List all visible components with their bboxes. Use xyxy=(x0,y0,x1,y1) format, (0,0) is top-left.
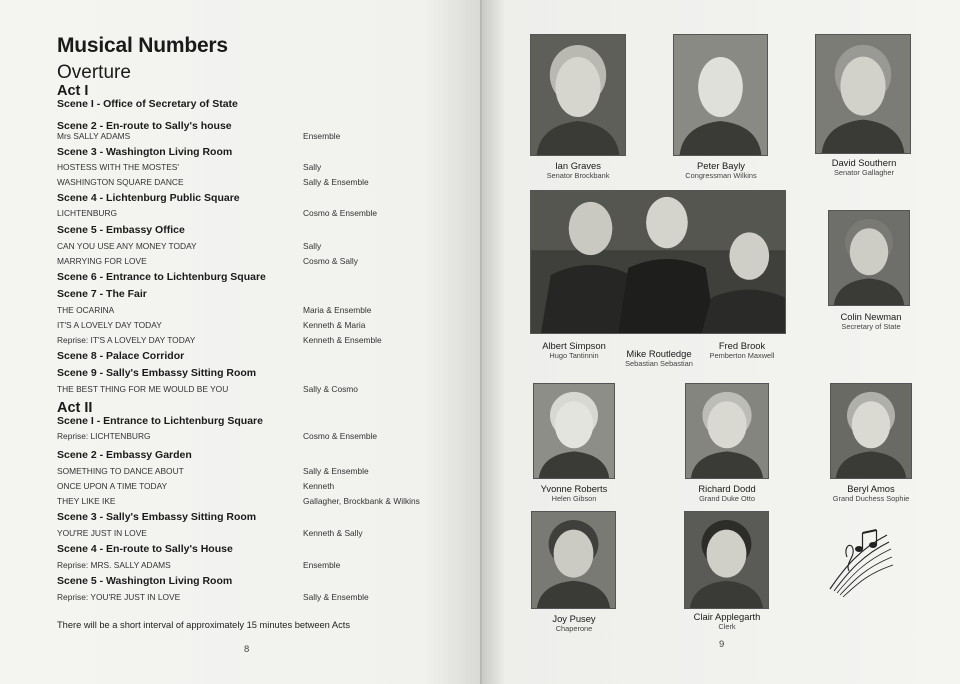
song-performers: Sally & Cosmo xyxy=(303,384,358,394)
scene-heading: Scene 2 - Embassy Garden xyxy=(57,449,192,461)
scene-heading: Scene 3 - Sally's Embassy Sitting Room xyxy=(57,511,257,523)
song-performers: Sally xyxy=(303,162,322,172)
song-title: THEY LIKE IKE xyxy=(57,496,116,506)
act1-title: Act I xyxy=(57,83,89,99)
song-title: SOMETHING TO DANCE ABOUT xyxy=(57,466,184,476)
song-title: MARRYING FOR LOVE xyxy=(57,256,147,266)
song-performers: Kenneth & Ensemble xyxy=(303,335,382,345)
cast-role: Grand Duchess Sophie xyxy=(832,494,910,503)
cast-role: Congressman Wilkins xyxy=(685,171,757,180)
scene-heading: Scene 9 - Sally's Embassy Sitting Room xyxy=(57,367,257,379)
cast-name: Mike Routledge xyxy=(626,348,692,359)
scene-heading: Scene 5 - Embassy Office xyxy=(57,224,185,236)
page-heading: Musical Numbers xyxy=(57,34,228,57)
scene-heading: Scene 3 - Washington Living Room xyxy=(57,146,233,158)
peter-bayly-photo xyxy=(673,34,768,156)
song-performers: Kenneth & Sally xyxy=(303,528,363,538)
song-performers: Cosmo & Sally xyxy=(303,256,358,266)
cast-role: Senator Brockbank xyxy=(546,171,610,180)
overture-label: Overture xyxy=(57,62,131,83)
song-performers: Maria & Ensemble xyxy=(303,305,372,315)
cast-role: Senator Gallagher xyxy=(834,168,894,177)
scene-heading: Scene 2 - En-route to Sally's house xyxy=(57,120,232,132)
cast-name: Clair Applegarth xyxy=(693,611,761,622)
cast-name: Joy Pusey xyxy=(552,613,596,624)
song-title: THE OCARINA xyxy=(57,305,115,315)
song-title: ONCE UPON A TIME TODAY xyxy=(57,481,168,491)
richard-dodd-photo xyxy=(685,383,769,479)
colin-newman-photo xyxy=(828,210,910,306)
scene-heading: Scene 7 - The Fair xyxy=(57,288,147,300)
cast-name: Albert Simpson xyxy=(542,340,606,351)
cast-role: Secretary of State xyxy=(841,322,901,331)
cast-role: Pemberton Maxwell xyxy=(709,351,775,360)
beryl-amos-photo xyxy=(830,383,912,479)
song-performers: Sally & Ensemble xyxy=(303,466,369,476)
song-title: WASHINGTON SQUARE DANCE xyxy=(57,177,184,187)
song-title: HOSTESS WITH THE MOSTES' xyxy=(57,162,179,172)
ian-graves-photo xyxy=(530,34,626,156)
music-notes-logo xyxy=(825,527,895,597)
scene-heading: Scene I - Office of Secretary of State xyxy=(57,98,238,110)
song-performers: Sally xyxy=(303,241,322,251)
scene-heading: Scene I - Entrance to Lichtenburg Square xyxy=(57,415,263,427)
song-performers: Sally & Ensemble xyxy=(303,592,369,602)
song-performers: Cosmo & Ensemble xyxy=(303,208,378,218)
interval-note: There will be a short interval of approximately 15 minutes between Acts xyxy=(57,620,350,630)
cast-name: Ian Graves xyxy=(555,160,601,171)
cast-name: David Southern xyxy=(831,157,897,168)
scene-heading: Scene 4 - En-route to Sally's House xyxy=(57,543,233,555)
song-performers: Cosmo & Ensemble xyxy=(303,431,378,441)
cast-role: Helen Gibson xyxy=(551,494,597,503)
cast-role: Chaperone xyxy=(555,624,593,633)
david-southern-photo xyxy=(815,34,911,154)
group-photo xyxy=(530,190,786,334)
song-performers: Sally & Ensemble xyxy=(303,177,369,187)
cast-name: Yvonne Roberts xyxy=(540,483,608,494)
cast-name: Colin Newman xyxy=(840,311,902,322)
song-performers: Kenneth xyxy=(303,481,335,491)
cast-name: Fred Brook xyxy=(718,340,766,351)
song-performers: Kenneth & Maria xyxy=(303,320,366,330)
song-title: THE BEST THING FOR ME WOULD BE YOU xyxy=(57,384,229,394)
scene-heading: Scene 6 - Entrance to Lichtenburg Square xyxy=(57,271,266,283)
song-title: Reprise: YOU'RE JUST IN LOVE xyxy=(57,592,181,602)
cast-name: Richard Dodd xyxy=(698,483,756,494)
song-title: Reprise: IT'S A LOVELY DAY TODAY xyxy=(57,335,196,345)
page-number-left: 8 xyxy=(244,644,250,655)
cast-role: Clerk xyxy=(718,622,736,631)
scene-heading: Scene 4 - Lichtenburg Public Square xyxy=(57,192,240,204)
act2-title: Act II xyxy=(57,400,93,416)
song-title: LICHTENBURG xyxy=(57,208,118,218)
song-performers: Ensemble xyxy=(303,560,341,570)
clair-applegarth-photo xyxy=(684,511,769,609)
cast-role: Sebastian Sebastian xyxy=(625,359,693,368)
song-performers: Gallagher, Brockbank & Wilkins xyxy=(303,496,420,506)
scene-heading: Scene 8 - Palace Corridor xyxy=(57,350,185,362)
cast-name: Beryl Amos xyxy=(847,483,895,494)
song-title: Mrs SALLY ADAMS xyxy=(57,131,131,141)
song-performers: Ensemble xyxy=(303,131,341,141)
yvonne-roberts-photo xyxy=(533,383,615,479)
song-title: Reprise: MRS. SALLY ADAMS xyxy=(57,560,171,570)
cast-name: Peter Bayly xyxy=(697,160,745,171)
song-title: Reprise: LICHTENBURG xyxy=(57,431,151,441)
song-title: CAN YOU USE ANY MONEY TODAY xyxy=(57,241,197,251)
joy-pusey-photo xyxy=(531,511,616,609)
song-title: IT'S A LOVELY DAY TODAY xyxy=(57,320,162,330)
cast-role: Hugo Tantinnin xyxy=(549,351,599,360)
song-title: YOU'RE JUST IN LOVE xyxy=(57,528,147,538)
cast-role: Grand Duke Otto xyxy=(699,494,755,503)
scene-heading: Scene 5 - Washington Living Room xyxy=(57,575,233,587)
page-number-right: 9 xyxy=(719,639,725,650)
